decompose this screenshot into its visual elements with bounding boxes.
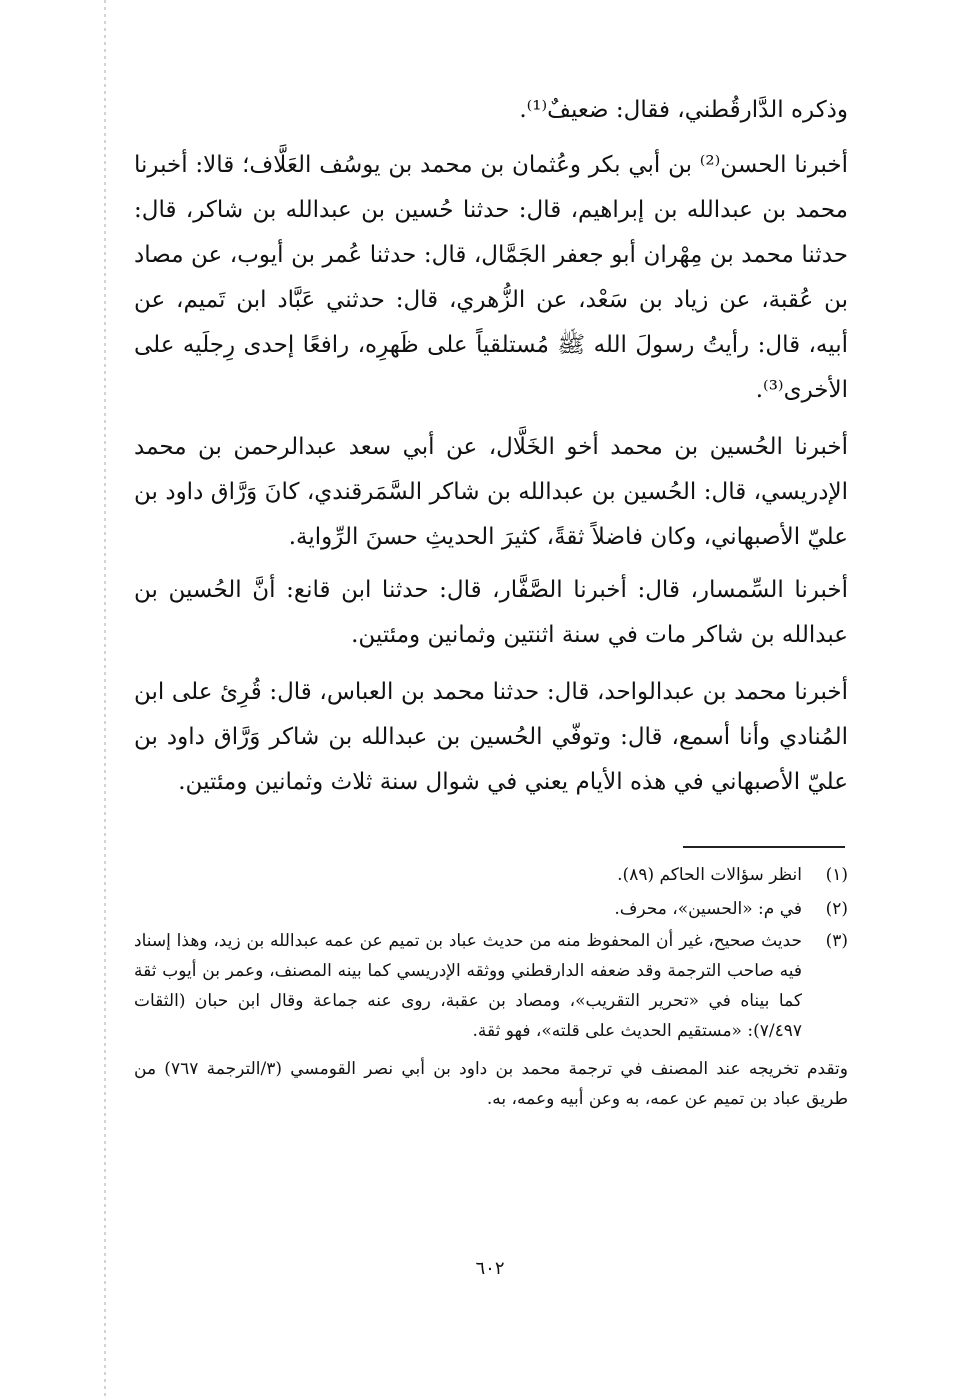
main-text: [134, 88, 848, 805]
footnote-number: (٣): [825, 931, 848, 951]
paragraph-3: أخبرنا الحُسين بن محمد أخو الخَلَّال، عن أبي سعد عبدالرحمن بن محمد الإدريسي، قال: الحُسين بن عبدالله بن شاكر السَّمَرقندي، كانَ وَرَّاق داود بن عليّ الأصبهاني، وكان فاضلاً ثقةً، كثيرَ الحديثِ حسنَ الرِّواية.: [134, 434, 848, 550]
footnote-2: [134, 894, 848, 924]
footnote-1: [134, 860, 848, 890]
footnote-text: حديث صحيح، غير أن المحفوظ منه من حديث عباد بن تميم عن عمه عبدالله بن زيد، وهذا إسناد فيه صاحب الترجمة وقد ضعفه الدارقطني ووثقه الإدريسي كما بينه المصنف، وعمر بن أيوب ثقة كما بيناه في «تحرير التقريب»، ومصاد بن عقبة، روى عنه جماعة وقال ابن حبان (الثقات ٧/٤٩٧): «مستقيم الحديث على قلته»، فهو ثقة.: [134, 931, 802, 1041]
footnote-text: في م: «الحسين»، محرف.: [614, 899, 802, 919]
paragraph-2: أخبرنا الحسن⁽²⁾ بن أبي بكر وعُثمان بن محمد بن يوسُف العَلَّاف؛ قالا: أخبرنا محمد بن عبدالله بن إبراهيم، قال: حدثنا حُسين بن عبدالله بن شاكر، قال: حدثنا محمد بن مِهْران أبو جعفر الجَمَّال، قال: حدثنا عُمر بن أيوب، عن مصاد بن عُقبة، عن زياد بن سَعْد، عن الزُّهري، قال: حدثني عَبَّاد ابن تَميم، عن أبيه، قال: رأيتُ رسولَ الله ﷺ مُستلقياً على ظَهرِه، رافعًا إحدى رِجلَيه على الأخرى⁽³⁾.: [134, 152, 848, 403]
paragraph-5: أخبرنا محمد بن عبدالواحد، قال: حدثنا محمد بن العباس، قال: قُرِئ على ابن المُنادي وأنا أسمع، قال: وتوفّي الحُسين بن عبدالله بن شاكر وَرَّاق داود بن عليّ الأصبهاني في هذه الأيام يعني في شوال سنة ثلاث وثمانين ومئتين.: [134, 679, 848, 795]
footnote-number: (١): [825, 865, 848, 885]
footnote-continuation: وتقدم تخريجه عند المصنف في ترجمة محمد بن داود بن أبي نصر القومسي (٣/الترجمة ٧٦٧) من طريق عباد بن تميم عن عمه، به وعن أبيه وعمه، به.: [134, 1059, 849, 1109]
footnote-3: [134, 926, 848, 1046]
paragraph-4: أخبرنا السِّمسار، قال: أخبرنا الصَّفَّار، قال: حدثنا ابن قانع: أنَّ الحُسين بن عبدالله بن شاكر مات في سنة اثنتين وثمانين ومئتين.: [134, 577, 848, 648]
footnote-number: (٢): [825, 899, 848, 919]
page-edge-shadow: [104, 0, 106, 1397]
footnotes: [134, 858, 848, 1114]
footnote-text: انظر سؤالات الحاكم (٨٩).: [617, 865, 802, 885]
page-number: ٦٠٢: [475, 1258, 505, 1279]
footnote-separator: [683, 846, 845, 848]
paragraph-1: وذكره الدَّارقُطني، فقال: ضعيفٌ⁽¹⁾.: [519, 97, 848, 123]
